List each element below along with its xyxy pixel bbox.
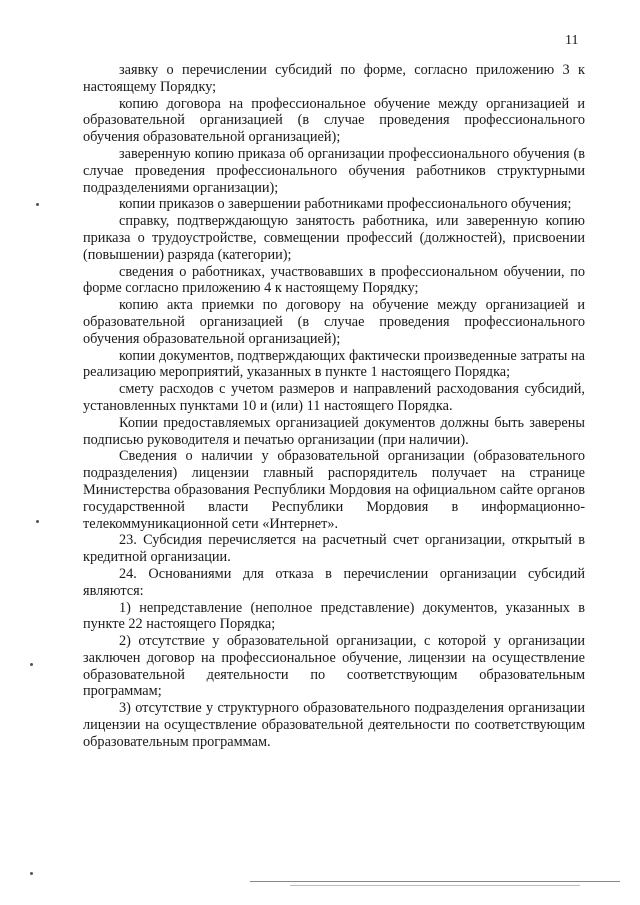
scan-speck: [36, 520, 39, 523]
paragraph-employment-certificate: справку, подтверждающую занятость работника, или заверенную копию приказа о трудоустройстве, совмещении профессий (должностей), присвоении (повышении) разряда (категории);: [83, 213, 585, 263]
paragraph-expense-estimate: смету расходов с учетом размеров и направлений расходования субсидий, установленных пунктами 10 и (или) 11 настоящего Порядка.: [83, 381, 585, 414]
paragraph-acceptance-act: копию акта приемки по договору на обучение между организацией и образовательной организацией (в случае проведения профессионального обучения образовательной организацией);: [83, 297, 585, 347]
scan-speck: [36, 203, 39, 206]
bottom-rule-secondary: [290, 885, 580, 886]
paragraph-training-contract: копию договора на профессиональное обучение между организацией и образовательной организацией (в случае проведения профессионального обучения образовательной организацией);: [83, 95, 585, 146]
paragraph-refusal-reason-2: 2) отсутствие у образовательной организации, с которой у организации заключен договор на профессиональное обучение, лицензии на осуществление образовательной деятельности по соответствующим образовательным программам;: [83, 633, 585, 700]
paragraph-cost-documents: копии документов, подтверждающих фактически произведенные затраты на реализацию мероприятий, указанных в пункте 1 настоящего Порядка;: [83, 347, 585, 381]
scan-speck: [30, 663, 33, 666]
paragraph-training-order: заверенную копию приказа об организации профессионального обучения (в случае проведения профессионального обучения работников структурными подразделениями организации);: [83, 145, 585, 196]
page-number: 11: [565, 33, 579, 48]
paragraph-employee-info: сведения о работниках, участвовавших в профессиональном обучении, по форме согласно приложению 4 к настоящему Порядку;: [83, 263, 585, 297]
document-body: [83, 62, 585, 751]
scan-speck: [30, 872, 33, 875]
bottom-rule: [250, 881, 620, 882]
paragraph-copies-certification: Копии предоставляемых организацией документов должны быть заверены подписью руководителя и печатью организации (при наличии).: [83, 414, 585, 448]
paragraph-license-info: Сведения о наличии у образовательной организации (образовательного подразделения) лицензии главный распорядитель получает на странице Министерства образования Республики Мордовия на официальном сайте органов государственной власти Республики Мордовия в информационно-телекоммуникационной сети «Интернет».: [83, 448, 585, 532]
paragraph-item-23: 23. Субсидия перечисляется на расчетный счет организации, открытый в кредитной организации.: [83, 532, 585, 566]
paragraph-completion-orders: копии приказов о завершении работниками профессионального обучения;: [119, 196, 572, 213]
paragraph-refusal-reason-1: 1) непредставление (неполное представление) документов, указанных в пункте 22 настоящего Порядка;: [83, 599, 585, 633]
paragraph-refusal-reason-3: 3) отсутствие у структурного образовательного подразделения организации лицензии на осуществление образовательной деятельности по соответствующим образовательным программам.: [83, 700, 585, 750]
paragraph-item-24: 24. Основаниями для отказа в перечислении организации субсидий являются:: [83, 565, 585, 599]
paragraph-application-form: заявку о перечислении субсидий по форме, согласно приложению 3 к настоящему Порядку;: [83, 62, 585, 95]
